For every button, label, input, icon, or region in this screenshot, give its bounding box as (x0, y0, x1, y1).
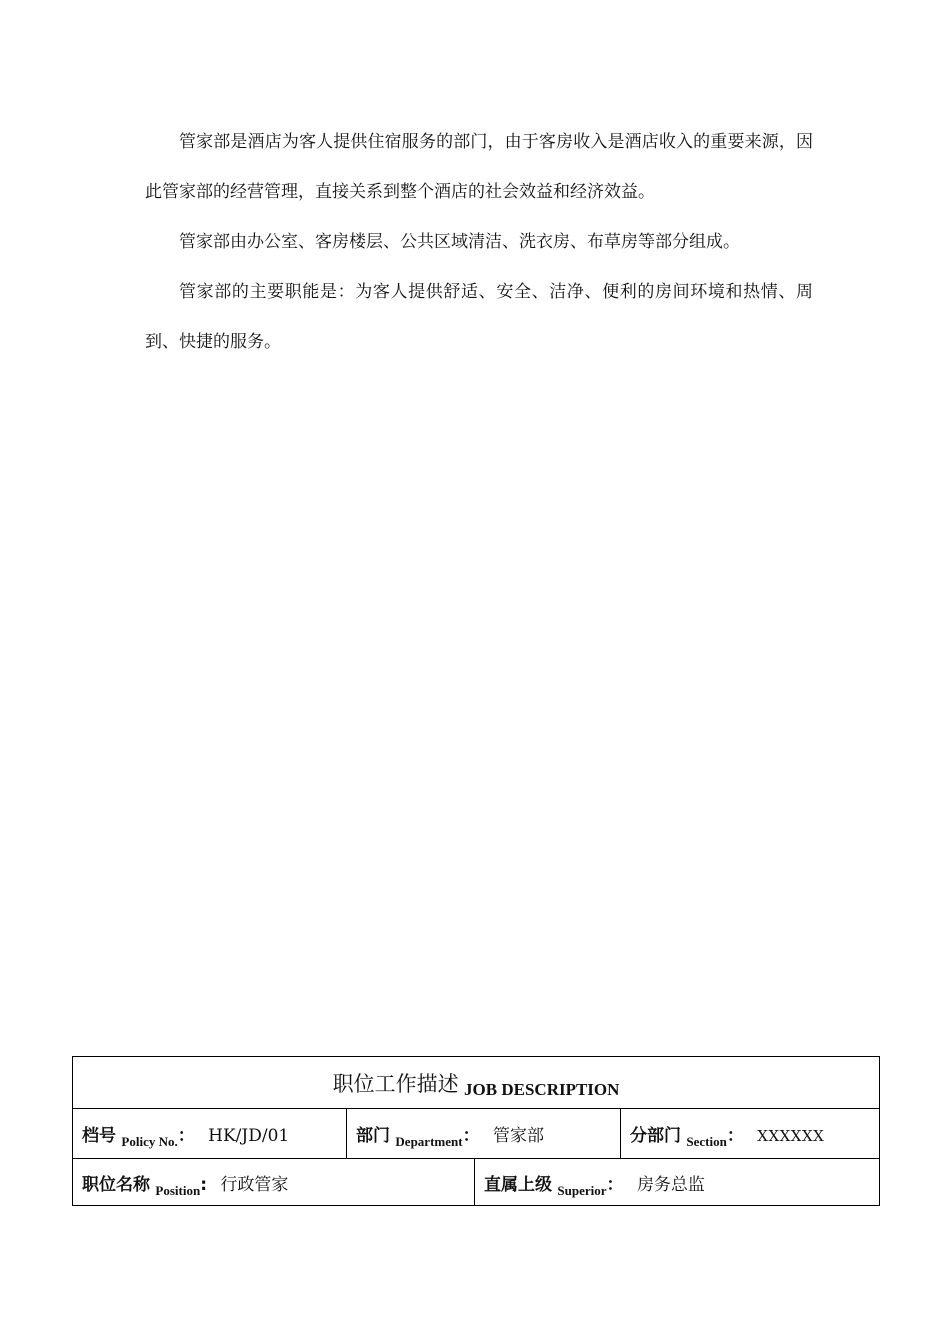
policy-label-en: Policy No. (121, 1134, 178, 1149)
superior-label-cn: 直属上级 (484, 1174, 552, 1195)
table-title-en: JOB DESCRIPTION (464, 1079, 620, 1099)
job-description-table (72, 1056, 880, 1206)
department-colon: ： (462, 1126, 480, 1146)
position-label-cn: 职位名称 (82, 1174, 150, 1195)
intro-paragraph-3: 管家部的主要职能是：为客人提供舒适、安全、洁净、便利的房间环境和热情、周到、快捷的服务。 (145, 282, 813, 352)
superior-colon: ： (606, 1174, 624, 1195)
superior-label-en: Superior (557, 1182, 607, 1198)
policy-label-cn: 档号 (82, 1126, 116, 1146)
position-value: 行政管家 (220, 1174, 289, 1195)
table-title-cell (73, 1057, 880, 1109)
section-value: XXXXXX (757, 1127, 825, 1145)
superior-cell (475, 1159, 880, 1206)
department-value: 管家部 (492, 1126, 544, 1146)
department-label-en: Department (395, 1134, 463, 1149)
table-title-cn: 职位工作描述 (332, 1071, 459, 1096)
superior-value: 房务总监 (636, 1174, 705, 1195)
table-meta-row (73, 1109, 880, 1159)
position-colon: : (200, 1174, 208, 1195)
section-label-en: Section (686, 1134, 727, 1149)
intro-paragraph-2: 管家部由办公室、客房楼层、公共区域清洁、洗衣房、布草房等部分组成。 (179, 232, 740, 252)
policy-value: HK/JD/01 (208, 1126, 290, 1146)
intro-paragraph-1: 管家部是酒店为客人提供住宿服务的部门，由于客房收入是酒店收入的重要来源，因此管家部的经营管理，直接关系到整个酒店的社会效益和经济效益。 (145, 132, 813, 202)
section-label-cn: 分部门 (630, 1126, 681, 1146)
position-cell (73, 1159, 475, 1206)
table-title-row (73, 1057, 880, 1109)
table-position-row (73, 1159, 880, 1206)
section-cell (621, 1109, 880, 1159)
policy-cell (73, 1109, 347, 1159)
department-label-cn: 部门 (356, 1126, 390, 1146)
policy-colon: ： (177, 1126, 195, 1146)
department-cell (347, 1109, 621, 1159)
intro-text (145, 117, 813, 367)
position-label-en: Position (155, 1182, 201, 1198)
section-colon: ： (726, 1126, 744, 1146)
